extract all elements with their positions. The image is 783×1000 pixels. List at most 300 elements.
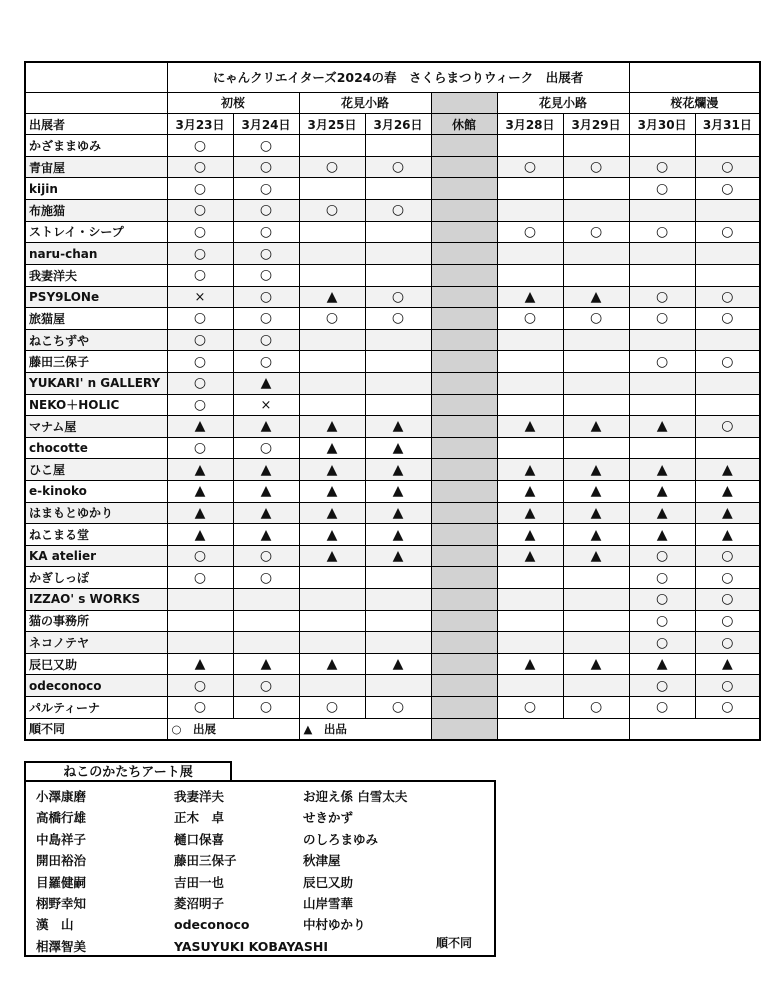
- exhibit-mark: ○: [721, 310, 734, 327]
- exhibit-mark: ○: [721, 569, 734, 586]
- product-mark: ▲: [590, 548, 602, 565]
- attendance-cell: [497, 135, 563, 157]
- closed-cell: [431, 718, 497, 740]
- art-show-box: [24, 780, 496, 957]
- attendance-cell: [365, 178, 431, 200]
- attendance-cell: [167, 524, 233, 546]
- exhibit-mark: ○: [325, 699, 339, 716]
- attendance-cell: [497, 567, 563, 589]
- closed-cell: [431, 264, 497, 286]
- closed-cell: [431, 632, 497, 654]
- attendance-cell: [233, 135, 299, 157]
- closed-cell: [431, 567, 497, 589]
- product-mark: ▲: [721, 504, 733, 521]
- exhibitor-name: ねこちずや: [25, 329, 167, 351]
- attendance-cell: [299, 200, 365, 222]
- attendance-cell: [365, 308, 431, 330]
- exhibit-mark: ○: [259, 202, 273, 219]
- attendance-cell: [299, 243, 365, 265]
- attendance-cell: [497, 308, 563, 330]
- attendance-cell: [497, 502, 563, 524]
- exhibit-mark: ○: [655, 180, 669, 197]
- attendance-cell: [563, 351, 629, 373]
- attendance-cell: [167, 351, 233, 373]
- artist-name: お迎え係 白雪太夫: [303, 789, 408, 804]
- artist-name: せきかず: [303, 810, 354, 826]
- attendance-cell: [299, 589, 365, 611]
- attendance-cell: [629, 610, 695, 632]
- exhibit-mark: ○: [391, 699, 405, 716]
- product-mark: ▲: [721, 483, 733, 500]
- attendance-cell: [299, 351, 365, 373]
- venue-oukaranman: 桜花爛漫: [629, 92, 760, 113]
- exhibit-mark: ○: [655, 569, 669, 586]
- exhibit-mark: ○: [193, 310, 207, 327]
- attendance-cell: [695, 675, 760, 697]
- attendance-cell: [365, 567, 431, 589]
- attendance-cell: [167, 459, 233, 481]
- exhibit-mark: ○: [391, 202, 405, 219]
- attendance-cell: [563, 502, 629, 524]
- artist-name: 吉田一也: [174, 874, 225, 890]
- date-header: 3月25日: [299, 114, 365, 135]
- product-mark: ▲: [194, 461, 206, 478]
- venue-hanamikoji-2: 花見小路: [497, 92, 629, 113]
- attendance-cell: [299, 308, 365, 330]
- attendance-cell: [233, 243, 299, 265]
- attendance-cell: [365, 697, 431, 719]
- attendance-cell: [563, 156, 629, 178]
- attendance-cell: [629, 308, 695, 330]
- product-mark: ▲: [260, 461, 272, 478]
- attendance-cell: [167, 589, 233, 611]
- attendance-cell: [695, 243, 760, 265]
- product-mark: ▲: [590, 461, 602, 478]
- exhibit-mark: ○: [259, 159, 273, 176]
- artist-name: 菱沼明子: [174, 895, 225, 911]
- closed-cell: [431, 308, 497, 330]
- exhibitor-name: かぎしっぽ: [25, 567, 167, 589]
- attendance-cell: [365, 675, 431, 697]
- attendance-cell: [497, 221, 563, 243]
- attendance-cell: [629, 394, 695, 416]
- closed-cell: [431, 675, 497, 697]
- attendance-cell: [629, 372, 695, 394]
- artist-name: 藤田三保子: [174, 853, 237, 869]
- product-mark: ▲: [194, 504, 206, 521]
- attendance-cell: [497, 394, 563, 416]
- attendance-cell: [233, 502, 299, 524]
- attendance-cell: [563, 524, 629, 546]
- exhibitor-name: ストレイ・シープ: [25, 221, 167, 243]
- exhibit-mark: ○: [259, 180, 273, 197]
- exhibitor-name: kijin: [25, 178, 167, 200]
- exhibit-mark: ○: [391, 288, 405, 305]
- attendance-cell: [167, 264, 233, 286]
- exhibit-mark: ○: [193, 396, 207, 413]
- artist-name: 樋口保喜: [174, 831, 225, 847]
- attendance-cell: [233, 632, 299, 654]
- art-show-title: ねこのかたちアート展: [24, 761, 232, 781]
- attendance-cell: [629, 243, 695, 265]
- exhibit-mark: ○: [193, 353, 207, 370]
- attendance-cell: [365, 286, 431, 308]
- exhibitor-row: [25, 329, 760, 351]
- exhibit-mark: ○: [193, 180, 207, 197]
- product-mark: ▲: [524, 418, 536, 435]
- attendance-cell: [365, 156, 431, 178]
- attendance-cell: [365, 610, 431, 632]
- attendance-cell: [629, 502, 695, 524]
- closed-cell: [431, 437, 497, 459]
- attendance-cell: [167, 221, 233, 243]
- exhibit-mark: ○: [193, 159, 207, 176]
- attendance-cell: [365, 481, 431, 503]
- attendance-cell: [167, 697, 233, 719]
- artist-name: 中島祥子: [36, 831, 87, 847]
- date-header: 3月24日: [233, 114, 299, 135]
- exhibit-mark: ○: [259, 548, 273, 565]
- date-header: 3月30日: [629, 114, 695, 135]
- attendance-cell: [167, 178, 233, 200]
- exhibit-mark: ○: [259, 223, 273, 240]
- product-mark: ▲: [326, 656, 338, 673]
- attendance-cell: [695, 221, 760, 243]
- closed-cell: [431, 372, 497, 394]
- attendance-cell: [695, 567, 760, 589]
- attendance-cell: [563, 567, 629, 589]
- product-mark: ▲: [721, 461, 733, 478]
- attendance-cell: [497, 372, 563, 394]
- product-mark: ▲: [392, 483, 404, 500]
- attendance-cell: [167, 329, 233, 351]
- attendance-cell: [299, 135, 365, 157]
- exhibit-mark: ○: [193, 245, 207, 262]
- attendance-cell: [497, 178, 563, 200]
- attendance-cell: [167, 308, 233, 330]
- attendance-cell: [629, 351, 695, 373]
- attendance-cell: [497, 610, 563, 632]
- exhibit-mark: ○: [655, 310, 669, 327]
- attendance-cell: [497, 524, 563, 546]
- closed-cell: [431, 286, 497, 308]
- attendance-cell: [167, 156, 233, 178]
- attendance-cell: [497, 653, 563, 675]
- attendance-cell: [629, 221, 695, 243]
- legend-blank: [497, 718, 629, 740]
- exhibit-mark: ○: [655, 288, 669, 305]
- attendance-cell: [563, 675, 629, 697]
- attendance-cell: [695, 610, 760, 632]
- exhibitor-row: [25, 675, 760, 697]
- attendance-cell: [629, 524, 695, 546]
- exhibitor-row: [25, 502, 760, 524]
- closed-cell: [431, 653, 497, 675]
- exhibit-mark: ○: [721, 612, 734, 629]
- attendance-cell: [299, 329, 365, 351]
- exhibit-mark: ○: [259, 332, 273, 349]
- artist-name: 中村ゆかり: [303, 917, 366, 933]
- attendance-cell: [167, 632, 233, 654]
- product-mark: ▲: [656, 656, 668, 673]
- attendance-cell: [167, 545, 233, 567]
- exhibitor-name: 青宙屋: [25, 156, 167, 178]
- exhibit-mark: ○: [193, 223, 207, 240]
- art-show-column-3: [303, 786, 407, 936]
- attendance-cell: [629, 653, 695, 675]
- exhibit-mark: ○: [391, 159, 405, 176]
- artist-name: odeconoco: [174, 917, 250, 933]
- attendance-cell: [167, 502, 233, 524]
- attendance-cell: [365, 545, 431, 567]
- attendance-cell: [497, 156, 563, 178]
- artist-name: 秋津屋: [303, 853, 341, 869]
- exhibit-mark: ○: [259, 245, 273, 262]
- attendance-cell: [167, 567, 233, 589]
- exhibit-mark: ○: [523, 223, 537, 240]
- attendance-cell: [299, 567, 365, 589]
- exhibit-mark: ○: [325, 202, 339, 219]
- exhibit-mark: ○: [721, 353, 734, 370]
- product-mark: ▲: [721, 526, 733, 543]
- date-header: 3月29日: [563, 114, 629, 135]
- product-mark: ▲: [392, 461, 404, 478]
- attendance-cell: [233, 589, 299, 611]
- attendance-cell: [695, 308, 760, 330]
- closed-cell: [431, 200, 497, 222]
- product-mark: ▲: [590, 526, 602, 543]
- closed-cell: [431, 329, 497, 351]
- attendance-cell: [233, 394, 299, 416]
- artist-name: 正木 卓: [174, 810, 225, 826]
- exhibitor-name: KA atelier: [25, 545, 167, 567]
- attendance-cell: [299, 264, 365, 286]
- exhibit-mark: ○: [193, 267, 207, 284]
- attendance-cell: [299, 524, 365, 546]
- exhibit-mark: ○: [523, 310, 537, 327]
- exhibit-mark: ○: [193, 677, 207, 694]
- attendance-cell: [695, 589, 760, 611]
- attendance-cell: [299, 372, 365, 394]
- absent-mark: ×: [260, 397, 272, 413]
- product-mark: ▲: [260, 375, 272, 392]
- exhibitor-name: e-kinoko: [25, 481, 167, 503]
- attendance-cell: [497, 589, 563, 611]
- product-mark: ▲: [326, 461, 338, 478]
- exhibit-mark: ○: [721, 223, 734, 240]
- attendance-cell: [629, 264, 695, 286]
- product-mark: ▲: [326, 504, 338, 521]
- artist-name: 漢 山: [36, 917, 74, 933]
- attendance-cell: [299, 221, 365, 243]
- exhibitor-row: [25, 286, 760, 308]
- attendance-cell: [167, 481, 233, 503]
- product-mark: ▲: [590, 483, 602, 500]
- attendance-cell: [629, 286, 695, 308]
- product-mark: ▲: [656, 504, 668, 521]
- attendance-cell: [629, 589, 695, 611]
- attendance-cell: [695, 697, 760, 719]
- attendance-cell: [233, 221, 299, 243]
- closed-cell: [431, 502, 497, 524]
- exhibit-mark: ○: [721, 548, 734, 565]
- exhibitor-name: NEKO＋HOLIC: [25, 394, 167, 416]
- attendance-cell: [563, 135, 629, 157]
- closed-cell: [431, 178, 497, 200]
- product-mark: ▲: [392, 656, 404, 673]
- exhibitor-row: [25, 459, 760, 481]
- exhibitor-name: ねこまる堂: [25, 524, 167, 546]
- exhibitor-row: [25, 178, 760, 200]
- exhibitor-name: naru-chan: [25, 243, 167, 265]
- product-mark: ▲: [194, 526, 206, 543]
- attendance-cell: [233, 286, 299, 308]
- attendance-cell: [629, 545, 695, 567]
- attendance-cell: [629, 632, 695, 654]
- attendance-cell: [299, 610, 365, 632]
- attendance-cell: [497, 697, 563, 719]
- attendance-cell: [563, 200, 629, 222]
- event-title: にゃんクリエイターズ2024の春 さくらまつりウィーク 出展者: [167, 62, 629, 92]
- legend-blank: [629, 718, 760, 740]
- attendance-cell: [365, 502, 431, 524]
- product-mark: ▲: [721, 656, 733, 673]
- attendance-cell: [299, 416, 365, 438]
- product-mark: ▲: [656, 483, 668, 500]
- exhibit-mark: ○: [721, 288, 734, 305]
- legend-exhibit: ○ 出展: [167, 718, 299, 740]
- artist-name: 開田裕治: [36, 853, 87, 869]
- attendance-cell: [497, 437, 563, 459]
- exhibit-mark: ○: [721, 677, 734, 694]
- attendance-cell: [497, 351, 563, 373]
- attendance-cell: [695, 459, 760, 481]
- exhibit-mark: ○: [721, 159, 734, 176]
- attendance-cell: [563, 437, 629, 459]
- attendance-cell: [563, 178, 629, 200]
- exhibit-mark: ○: [589, 310, 603, 327]
- exhibit-mark: ○: [655, 353, 669, 370]
- attendance-cell: [629, 135, 695, 157]
- attendance-cell: [233, 437, 299, 459]
- product-mark: ▲: [326, 526, 338, 543]
- exhibitor-row: [25, 135, 760, 157]
- product-mark: ▲: [524, 526, 536, 543]
- attendance-cell: [497, 243, 563, 265]
- exhibit-mark: ○: [721, 418, 734, 435]
- venue-blank-cell: [25, 92, 167, 113]
- attendance-cell: [365, 416, 431, 438]
- product-mark: ▲: [590, 504, 602, 521]
- artist-name: 我妻洋夫: [174, 789, 225, 804]
- attendance-cell: [695, 653, 760, 675]
- exhibit-mark: ○: [589, 699, 603, 716]
- exhibitor-row: [25, 394, 760, 416]
- exhibit-mark: ○: [259, 267, 273, 284]
- product-mark: ▲: [326, 418, 338, 435]
- exhibit-mark: ○: [193, 548, 207, 565]
- attendance-cell: [629, 675, 695, 697]
- attendance-cell: [365, 524, 431, 546]
- exhibitor-row: [25, 416, 760, 438]
- art-show-order-note: 順不同: [435, 936, 472, 950]
- exhibit-mark: ○: [721, 180, 734, 197]
- attendance-cell: [497, 675, 563, 697]
- attendance-cell: [629, 200, 695, 222]
- attendance-cell: [563, 610, 629, 632]
- exhibitor-row: [25, 545, 760, 567]
- exhibit-mark: ○: [259, 677, 273, 694]
- exhibitor-row: [25, 567, 760, 589]
- attendance-cell: [695, 372, 760, 394]
- attendance-cell: [233, 178, 299, 200]
- attendance-cell: [695, 437, 760, 459]
- product-mark: ▲: [392, 440, 404, 457]
- product-mark: ▲: [656, 526, 668, 543]
- exhibit-mark: ○: [193, 202, 207, 219]
- closed-cell: [431, 416, 497, 438]
- product-mark: ▲: [392, 548, 404, 565]
- exhibitor-name: 猫の事務所: [25, 610, 167, 632]
- exhibit-mark: ○: [193, 137, 207, 154]
- exhibit-mark: ○: [655, 677, 669, 694]
- attendance-cell: [233, 610, 299, 632]
- attendance-cell: [497, 200, 563, 222]
- date-header: 3月28日: [497, 114, 563, 135]
- attendance-cell: [629, 329, 695, 351]
- attendance-cell: [695, 286, 760, 308]
- attendance-cell: [629, 567, 695, 589]
- attendance-cell: [563, 653, 629, 675]
- product-mark: ▲: [524, 461, 536, 478]
- attendance-cell: [563, 416, 629, 438]
- attendance-cell: [365, 221, 431, 243]
- exhibitor-name: かざままゆみ: [25, 135, 167, 157]
- attendance-cell: [299, 675, 365, 697]
- product-mark: ▲: [392, 526, 404, 543]
- exhibit-mark: ○: [259, 310, 273, 327]
- product-mark: ▲: [524, 483, 536, 500]
- exhibit-mark: ○: [325, 159, 339, 176]
- attendance-cell: [497, 545, 563, 567]
- exhibitor-row: [25, 221, 760, 243]
- attendance-cell: [167, 653, 233, 675]
- attendance-cell: [365, 459, 431, 481]
- exhibitor-name: マナム屋: [25, 416, 167, 438]
- exhibit-mark: ○: [523, 699, 537, 716]
- attendance-cell: [299, 502, 365, 524]
- attendance-cell: [629, 697, 695, 719]
- attendance-cell: [233, 200, 299, 222]
- attendance-cell: [365, 264, 431, 286]
- attendance-cell: [167, 200, 233, 222]
- attendance-cell: [563, 329, 629, 351]
- attendance-cell: [695, 502, 760, 524]
- attendance-cell: [365, 243, 431, 265]
- product-mark: ▲: [260, 656, 272, 673]
- attendance-cell: [299, 178, 365, 200]
- exhibitor-name: odeconoco: [25, 675, 167, 697]
- attendance-cell: [233, 524, 299, 546]
- attendance-cell: [365, 200, 431, 222]
- date-header: 3月23日: [167, 114, 233, 135]
- attendance-cell: [563, 394, 629, 416]
- attendance-cell: [233, 372, 299, 394]
- artist-name: 山岸雪華: [303, 895, 354, 911]
- exhibit-mark: ○: [193, 569, 207, 586]
- product-mark: ▲: [260, 418, 272, 435]
- exhibitor-row: [25, 351, 760, 373]
